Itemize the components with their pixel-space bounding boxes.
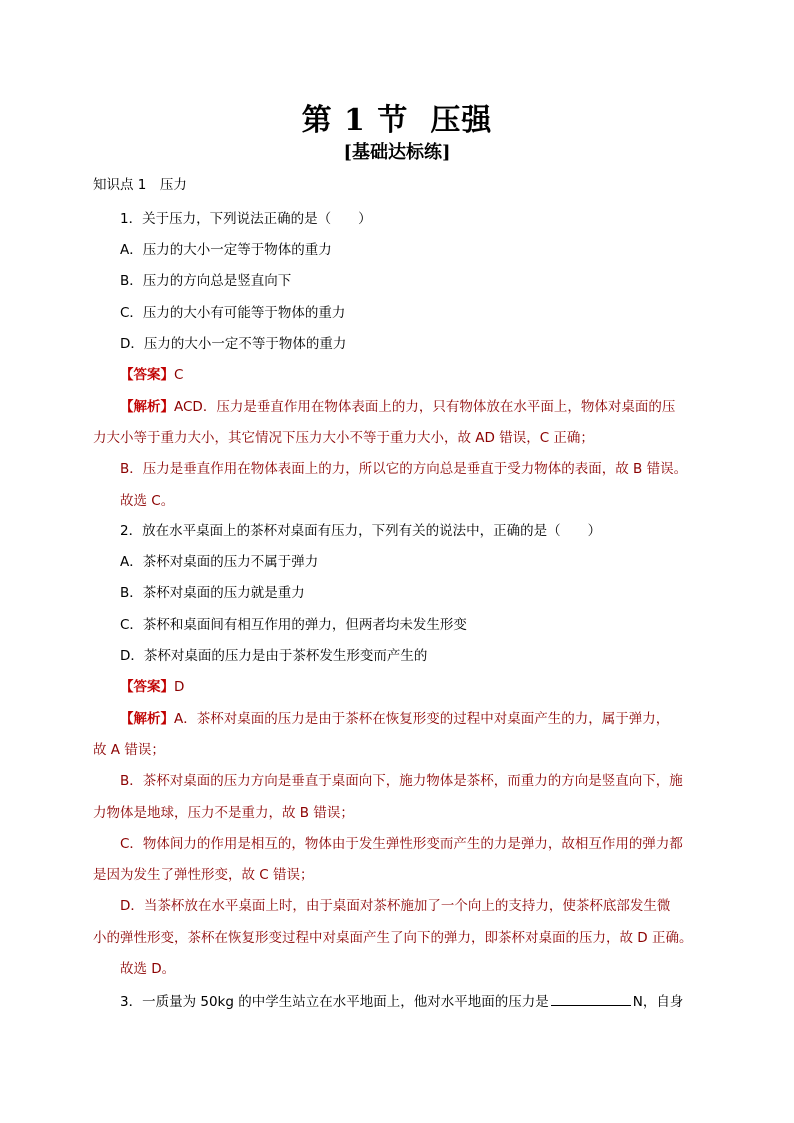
q2-analysis-line-8: 小的弹性形变，茶杯在恢复形变过程中对桌面产生了向下的弹力，即茶杯对桌面的压力，故 D 正确。	[93, 930, 693, 946]
q2-analysis-tag: 【解析】	[120, 711, 174, 727]
q2-analysis-text-1: A．茶杯对桌面的压力是由于茶杯在恢复形变的过程中对桌面产生的力，属于弹力，	[174, 711, 670, 727]
q2-option-b: B．茶杯对桌面的压力就是重力	[120, 585, 305, 601]
q2-analysis-line-5: C．物体间力的作用是相互的，物体由于发生弹性形变而产生的力是弹力，故相互作用的弹力都	[120, 836, 683, 852]
q1-analysis-tag: 【解析】	[120, 399, 174, 415]
q2-option-c: C．茶杯和桌面间有相互作用的弹力，但两者均未发生形变	[120, 617, 467, 633]
q3-answer-blank[interactable]	[551, 991, 631, 1006]
q1-analysis-line-4: 故选 C。	[120, 493, 175, 509]
q1-analysis-line-2: 力大小等于重力大小，其它情况下压力大小不等于重力大小，故 AD 错误，C 正确；	[93, 430, 594, 446]
q2-analysis-line-3: B．茶杯对桌面的压力方向是垂直于桌面向下，施力物体是茶杯，而重力的方向是竖直向下，施	[120, 773, 683, 789]
q3-stem-before: 3．一质量为 50kg 的中学生站立在水平地面上，他对水平地面的压力是	[120, 994, 549, 1010]
q1-option-a: A．压力的大小一定等于物体的重力	[120, 242, 332, 258]
q1-option-c: C．压力的大小有可能等于物体的重力	[120, 305, 346, 321]
q1-answer	[120, 366, 183, 384]
q2-answer-value: D	[174, 679, 185, 695]
q2-analysis-line-1	[120, 710, 669, 728]
q1-analysis-line-1	[120, 398, 675, 416]
q3-stem	[120, 991, 683, 1011]
q1-analysis-text-1: ACD．压力是垂直作用在物体表面上的力，只有物体放在水平面上，物体对桌面的压	[174, 399, 676, 415]
q3-stem-after: N，自身	[632, 994, 684, 1010]
page-title	[0, 95, 794, 139]
page-subtitle: [基础达标练]	[343, 142, 451, 163]
q2-analysis-line-4: 力物体是地球，压力不是重力，故 B 错误；	[93, 805, 354, 821]
q2-analysis-line-2: 故 A 错误；	[93, 742, 165, 758]
q2-option-a: A．茶杯对桌面的压力不属于弹力	[120, 554, 319, 570]
q2-option-d: D．茶杯对桌面的压力是由于茶杯发生形变而产生的	[120, 648, 428, 664]
title-section: 第 1 节	[301, 103, 409, 138]
q2-stem: 2．放在水平桌面上的茶杯对桌面有压力，下列有关的说法中，正确的是（ ）	[120, 523, 602, 539]
q1-option-d: D．压力的大小一定不等于物体的重力	[120, 336, 347, 352]
q1-answer-value: C	[174, 367, 184, 383]
knowledge-point-heading: 知识点 1 压力	[93, 177, 187, 193]
q2-analysis-line-7: D．当茶杯放在水平桌面上时，由于桌面对茶杯施加了一个向上的支持力，使茶杯底部发生微	[120, 898, 671, 914]
q1-answer-tag: 【答案】	[120, 367, 174, 383]
q2-answer-tag: 【答案】	[120, 679, 174, 695]
q2-analysis-line-6: 是因为发生了弹性形变，故 C 错误；	[93, 867, 314, 883]
q2-analysis-line-9: 故选 D。	[120, 961, 176, 977]
title-topic: 压强	[430, 103, 493, 138]
q1-option-b: B．压力的方向总是竖直向下	[120, 273, 292, 289]
q1-analysis-line-3: B．压力是垂直作用在物体表面上的力，所以它的方向总是垂直于受力物体的表面，故 B 错误。	[120, 461, 688, 477]
q2-answer	[120, 678, 184, 696]
q1-stem: 1．关于压力，下列说法正确的是（ ）	[120, 211, 372, 227]
